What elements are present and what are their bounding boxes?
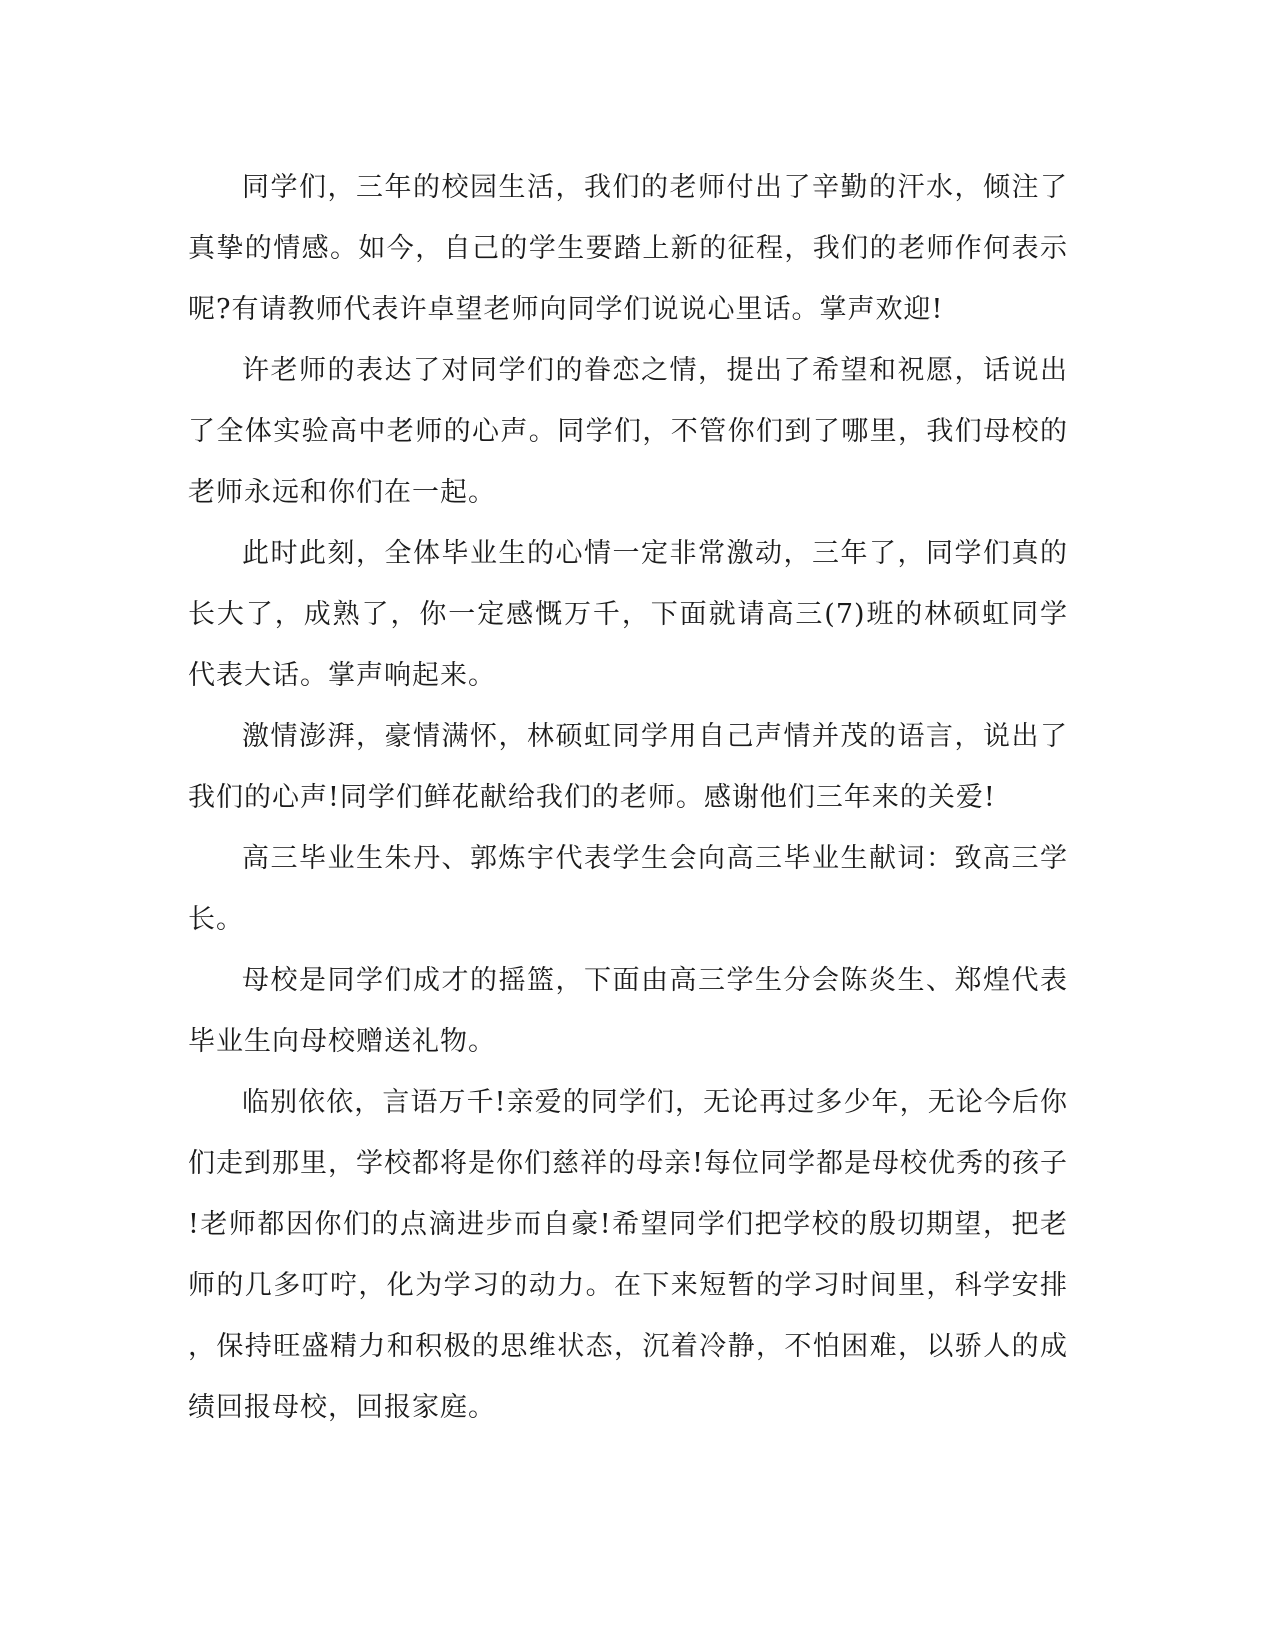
paragraph: 许老师的表达了对同学们的眷恋之情，提出了希望和祝愿，话说出了全体实验高中老师的心声。同学们，不管你们到了哪里，我们母校的老师永远和你们在一起。 [188, 355, 1068, 508]
document-body [188, 157, 1068, 1438]
paragraph: 激情澎湃，豪情满怀，林硕虹同学用自己声情并茂的语言，说出了我们的心声!同学们鲜花献给我们的老师。感谢他们三年来的关爱! [188, 721, 1068, 813]
paragraph: 高三毕业生朱丹、郭炼宇代表学生会向高三毕业生献词：致高三学长。 [188, 843, 1068, 935]
paragraph: 此时此刻，全体毕业生的心情一定非常激动，三年了，同学们真的长大了，成熟了，你一定感慨万千，下面就请高三(7)班的林硕虹同学代表大话。掌声响起来。 [188, 538, 1068, 691]
paragraph: 临别依依，言语万千!亲爱的同学们，无论再过多少年，无论今后你们走到那里，学校都将是你们慈祥的母亲!每位同学都是母校优秀的孩子!老师都因你们的点滴进步而自豪!希望同学们把学校的殷切期望，把老师的几多叮咛，化为学习的动力。在下来短暂的学习时间里，科学安排，保持旺盛精力和积极的思维状态，沉着冷静，不怕困难，以骄人的成绩回报母校，回报家庭。 [188, 1087, 1068, 1423]
paragraph: 同学们，三年的校园生活，我们的老师付出了辛勤的汗水，倾注了真挚的情感。如今，自己的学生要踏上新的征程，我们的老师作何表示呢?有请教师代表许卓望老师向同学们说说心里话。掌声欢迎! [188, 172, 1068, 325]
paragraph: 母校是同学们成才的摇篮，下面由高三学生分会陈炎生、郑煌代表毕业生向母校赠送礼物。 [188, 965, 1068, 1057]
